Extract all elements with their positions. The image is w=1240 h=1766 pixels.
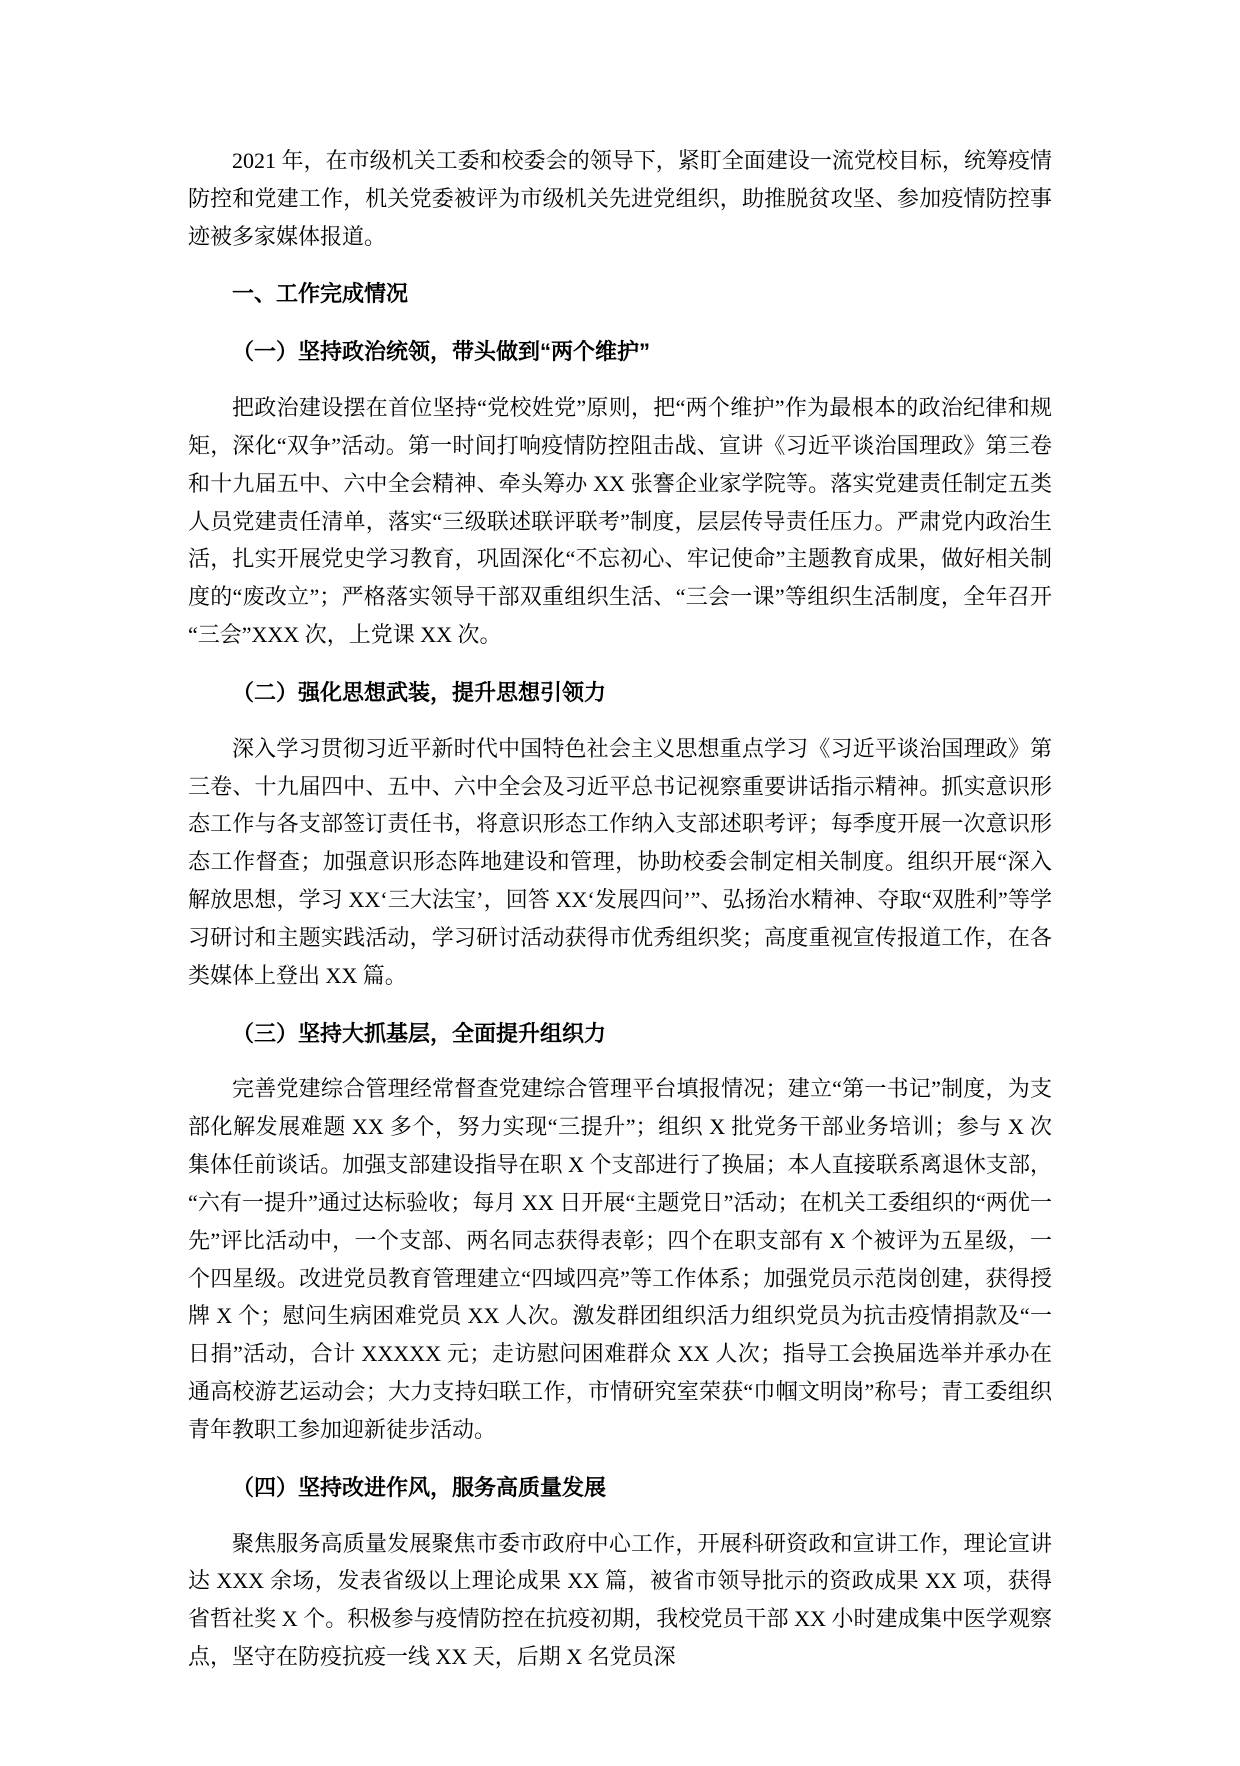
paragraph-work-style: 聚焦服务高质量发展聚焦市委市政府中心工作，开展科研资政和宣讲工作，理论宣讲达 XXX 余场，发表省级以上理论成果 XX 篇，被省市领导批示的资政成果 XX 项，获得省哲社奖 X 个。积极参与疫情防控在抗疫初期，我校党员干部 XX 小时建成集中医学观察点，坚守在防疫抗疫一线 XX 天，后期 X 名党员深 (188, 1530, 1052, 1669)
subsection-heading-2: （二）强化思想武装，提升思想引领力 (232, 679, 607, 705)
section-heading-1: 一、工作完成情况 (232, 281, 409, 307)
subsection-heading-4: （四）坚持改进作风，服务高质量发展 (232, 1474, 607, 1500)
paragraph-ideology: 深入学习贯彻习近平新时代中国特色社会主义思想重点学习《习近平谈治国理政》第三卷、十九届四中、五中、六中全会及习近平总书记视察重要讲话指示精神。抓实意识形态工作与各支部签订责任书，将意识形态工作纳入支部述职考评；每季度开展一次意识形态工作督查；加强意识形态阵地建设和管理，协助校委会制定相关制度。组织开展“深入解放思想，学习 XX‘三大法宝’，回答 XX‘发展四问’”、弘扬治水精神、夺取“双胜利”等学习研讨和主题实践活动，学习研讨活动获得市优秀组织奖；高度重视宣传报道工作，在各类媒体上登出 XX 篇。 (188, 735, 1052, 988)
subsection-heading-1: （一）坚持政治统领，带头做到“两个维护” (232, 339, 651, 365)
paragraph-political-leadership: 把政治建设摆在首位坚持“党校姓党”原则，把“两个维护”作为最根本的政治纪律和规矩，深化“双争”活动。第一时间打响疫情防控阻击战、宣讲《习近平谈治国理政》第三卷和十九届五中、六中全会精神、牵头筹办 XX 张謇企业家学院等。落实党建责任制定五类人员党建责任清单，落实“三级联述联评联考”制度，层层传导责任压力。严肃党内政治生活，扎实开展党史学习教育，巩固深化“不忘初心、牢记使命”主题教育成果，做好相关制度的“废改立”；严格落实领导干部双重组织生活、“三会一课”等组织生活制度，全年召开“三会”XXX 次，上党课 XX 次。 (188, 395, 1052, 648)
paragraph-grassroots: 完善党建综合管理经常督查党建综合管理平台填报情况；建立“第一书记”制度，为支部化解发展难题 XX 多个，努力实现“三提升”；组织 X 批党务干部业务培训；参与 X 次集体任前谈话。加强支部建设指导在职 X 个支部进行了换届；本人直接联系离退休支部，“六有一提升”通过达标验收；每月 XX 日开展“主题党日”活动；在机关工委组织的“两优一先”评比活动中，一个支部、两名同志获得表彰；四个在职支部有 X 个被评为五星级，一个四星级。改进党员教育管理建立“四域四亮”等工作体系；加强党员示范岗创建，获得授牌 X 个；慰问生病困难党员 XX 人次。激发群团组织活力组织党员为抗击疫情捐款及“一日捐”活动，合计 XXXXX 元；走访慰问困难群众 XX 人次；指导工会换届选举并承办在通高校游艺运动会；大力支持妇联工作，市情研究室荣获“巾帼文明岗”称号；青工委组织青年教职工参加迎新徒步活动。 (188, 1076, 1052, 1442)
subsection-heading-3: （三）坚持大抓基层，全面提升组织力 (232, 1020, 607, 1046)
intro-paragraph: 2021 年，在市级机关工委和校委会的领导下，紧盯全面建设一流党校目标，统筹疫情防控和党建工作，机关党委被评为市级机关先进党组织，助推脱贫攻坚、参加疫情防控事迹被多家媒体报道。 (188, 148, 1052, 249)
